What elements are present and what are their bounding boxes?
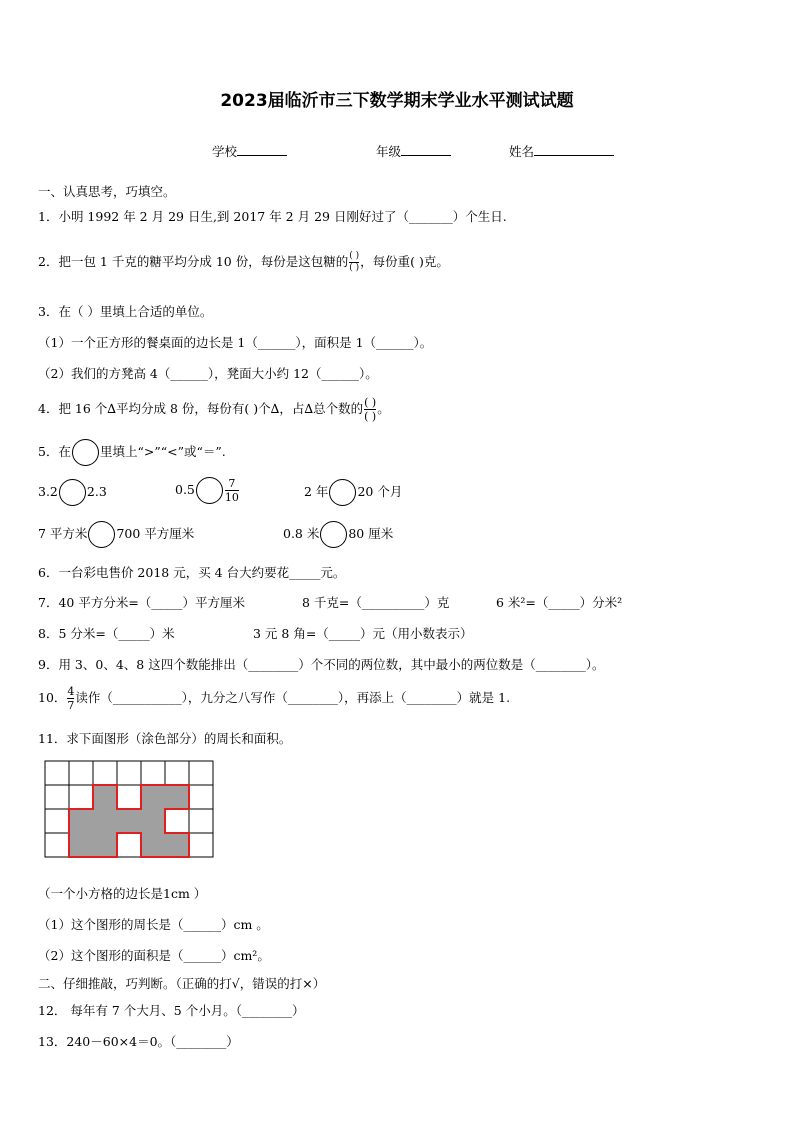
grid-cell [45, 761, 69, 785]
question-10-fraction [67, 686, 74, 711]
compare-item-4 [38, 521, 194, 548]
compare-left: 3.2 [38, 484, 58, 499]
grid-cell [189, 785, 213, 809]
question-8b: 3 元 8 角=（_____）元（用小数表示） [253, 626, 473, 641]
question-13: 13．240－60×4＝0。（________） [38, 1034, 239, 1049]
question-4 [38, 397, 390, 422]
compare-right: 20 个月 [357, 484, 403, 499]
grid-cell [69, 761, 93, 785]
question-10 [38, 686, 510, 711]
school-blank[interactable] [237, 143, 287, 156]
question-3-sub-1: （1）一个正方形的餐桌面的边长是 1（______），面积是 1（______）。 [38, 335, 433, 350]
question-10-text: 读作（___________），九分之八写作（________），再添上（________）就是 1. [75, 690, 511, 705]
grid-cell [93, 761, 117, 785]
school-field [212, 142, 287, 160]
grade-blank[interactable] [401, 143, 451, 156]
grid-cell [45, 809, 69, 833]
compare-circle[interactable] [88, 521, 115, 548]
fraction-denominator: ( ) [349, 263, 360, 273]
compare-right: 80 厘米 [348, 526, 394, 541]
name-blank[interactable] [534, 143, 614, 156]
name-field [509, 142, 614, 160]
compare-item-1 [38, 479, 107, 506]
grid-cell [189, 761, 213, 785]
grid-cell [117, 785, 141, 809]
grid-cell [117, 833, 141, 857]
question-11: 11．求下面图形（涂色部分）的周长和面积。 [38, 731, 292, 746]
question-11-note: （一个小方格的边长是1cm ） [38, 886, 207, 901]
section-1-heading: 一、认真思考，巧填空。 [38, 184, 176, 199]
question-4-text: 4．把 16 个∆平均分成 8 份，每份有( )个∆，占∆总个数的 [38, 401, 364, 416]
compare-circle[interactable] [72, 439, 99, 466]
compare-right: 2.3 [86, 484, 107, 499]
compare-circle[interactable] [320, 521, 347, 548]
question-3: 3．在（ ）里填上合适的单位。 [38, 304, 213, 319]
fraction-denominator: ( ) [364, 410, 377, 423]
grid-cell [141, 761, 165, 785]
question-5 [38, 439, 226, 466]
grid-cell [165, 809, 189, 833]
grid-cell [45, 833, 69, 857]
question-2-fraction [349, 252, 359, 273]
question-7c: 6 米²=（_____）分米² [496, 595, 623, 610]
compare-right: 700 平方厘米 [116, 526, 195, 541]
compare-left: 7 平方米 [38, 526, 88, 541]
grid-cell [45, 785, 69, 809]
question-11-sub-1: （1）这个图形的周长是（______）cm 。 [38, 917, 269, 932]
fraction-numerator: ( ) [364, 396, 377, 409]
question-10-number: 10． [38, 690, 67, 705]
fraction-numerator: ( ) [349, 251, 360, 261]
question-4-fraction [364, 397, 376, 422]
compare-circle[interactable] [59, 479, 86, 506]
school-label: 学校 [212, 144, 238, 159]
question-5-text-after: 里填上“>”“<”或“＝”. [99, 444, 226, 459]
question-2-text-after: ，每份重( )克。 [360, 254, 449, 269]
section-2-heading: 二、仔细推敲，巧判断。（正确的打√，错误的打×） [38, 976, 326, 991]
question-5-text: 5．在 [38, 444, 71, 459]
fraction-numerator: 7 [228, 477, 236, 490]
compare-item-5 [283, 521, 393, 548]
compare-left: 0.5 [175, 482, 195, 497]
grid-cell [165, 761, 189, 785]
question-6: 6．一台彩电售价 2018 元，买 4 台大约要花_____元。 [38, 565, 346, 580]
question-12: 12． 每年有 7 个大月、5 个小月。（________） [38, 1003, 305, 1018]
compare-circle[interactable] [196, 477, 223, 504]
question-2-text: 2．把一包 1 千克的糖平均分成 10 份，每份是这包糖的 [38, 254, 349, 269]
compare-left: 0.8 米 [283, 526, 320, 541]
question-11-sub-2: （2）这个图形的面积是（______）cm²。 [38, 948, 270, 963]
compare-circle[interactable] [329, 479, 356, 506]
grid-cell [69, 785, 93, 809]
question-7b: 8 千克=（__________）克 [302, 595, 450, 610]
fraction-denominator: 10 [224, 491, 239, 504]
name-label: 姓名 [509, 144, 535, 159]
question-9: 9．用 3、0、4、8 这四个数能排出（________）个不同的两位数，其中最小的两位数是（________）。 [38, 657, 605, 672]
page-title: 2023届临沂市三下数学期末学业水平测试试题 [220, 91, 574, 111]
grid-figure [44, 760, 218, 868]
question-2 [38, 252, 449, 273]
question-3-sub-2: （2）我们的方凳高 4（______），凳面大小约 12（______）。 [38, 366, 378, 381]
compare-item-2 [175, 477, 240, 504]
compare-item-3 [304, 479, 402, 506]
question-8a: 8．5 分米=（_____）米 [38, 626, 175, 641]
grid-cell [189, 833, 213, 857]
compare-fraction [225, 478, 239, 503]
question-1: 1．小明 1992 年 2 月 29 日生,到 2017 年 2 月 29 日刚好过了（_______）个生日. [38, 209, 507, 224]
grade-label: 年级 [376, 144, 402, 159]
grade-field [376, 142, 451, 160]
question-4-text-after: 。 [377, 401, 390, 416]
fraction-numerator: 4 [67, 685, 75, 698]
grid-cell [189, 809, 213, 833]
compare-left: 2 年 [304, 484, 329, 499]
fraction-denominator: 7 [67, 699, 75, 712]
grid-cell [117, 761, 141, 785]
question-7a: 7．40 平方分米=（_____）平方厘米 [38, 595, 246, 610]
